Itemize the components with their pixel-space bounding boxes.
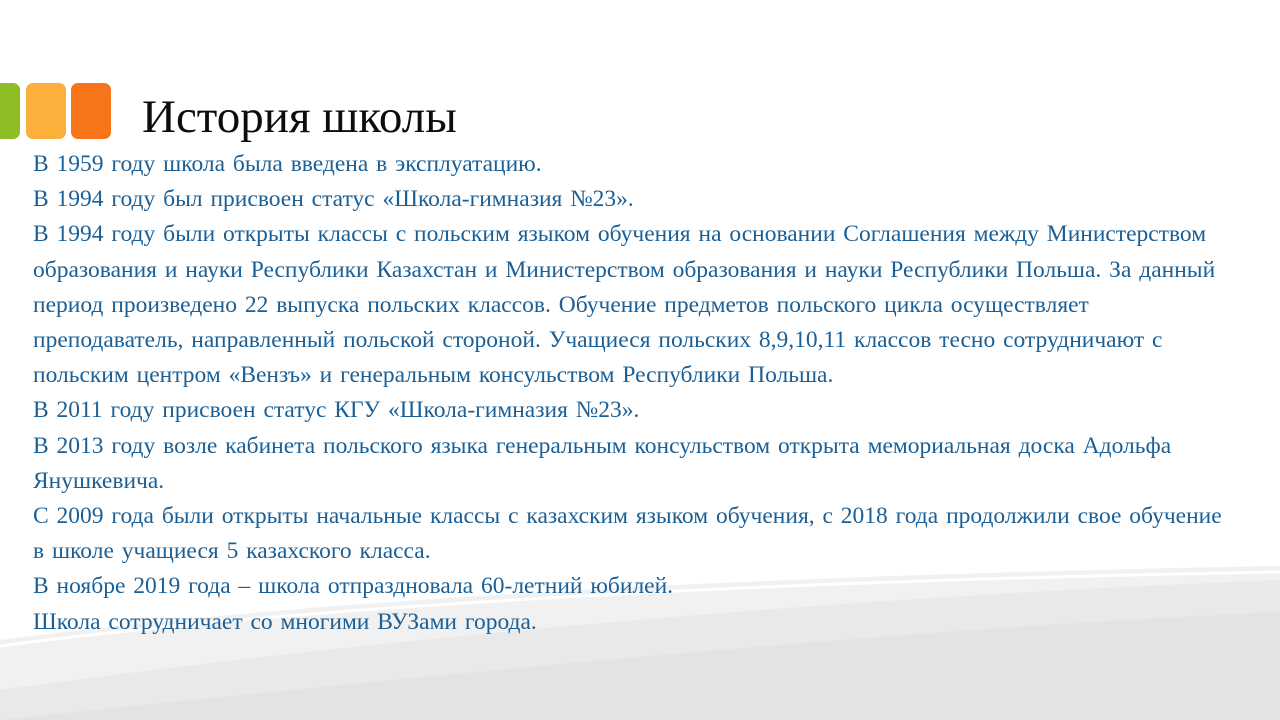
history-text-body xyxy=(33,147,1228,640)
paragraph-1994-status: В 1994 году был присвоен статус «Школа-гимназия №23». xyxy=(33,186,634,213)
orange-accent-block xyxy=(71,83,111,139)
paragraph-2019: В ноябре 2019 года – школа отпраздновала 60-летний юбилей. xyxy=(33,573,674,600)
paragraph-1994-polish-classes: В 1994 году были открыты классы с польским языком обучения на основании Соглашения между Министерством образования и науки Республики Казахстан и Министерством образования и науки Республики Польша. За данный период произведено 22 выпуска польских классов. Обучение предметов польского цикла осуществляет преподаватель, направленный польской стороной. Учащиеся польских 8,9,10,11 классов тесно сотрудничают с польским центром «Вензъ» и генеральным консульством Республики Польша. xyxy=(33,221,1216,389)
paragraph-universities: Школа сотрудничает со многими ВУЗами города. xyxy=(33,608,537,635)
paragraph-2011: В 2011 году присвоен статус КГУ «Школа-гимназия №23». xyxy=(33,397,640,424)
green-accent-block xyxy=(0,83,20,139)
paragraph-2009: С 2009 года были открыты начальные классы с казахским языком обучения, с 2018 года продолжили свое обучение в школе учащиеся 5 казахского класса. xyxy=(33,503,1222,565)
slide-title: История школы xyxy=(142,91,457,143)
paragraph-1959: В 1959 году школа была введена в эксплуатацию. xyxy=(33,151,542,177)
yellow-accent-block xyxy=(26,83,66,139)
paragraph-2013: В 2013 году возле кабинета польского языка генеральным консульством открыта мемориальная доска Адольфа Янушкевича. xyxy=(33,432,1172,494)
